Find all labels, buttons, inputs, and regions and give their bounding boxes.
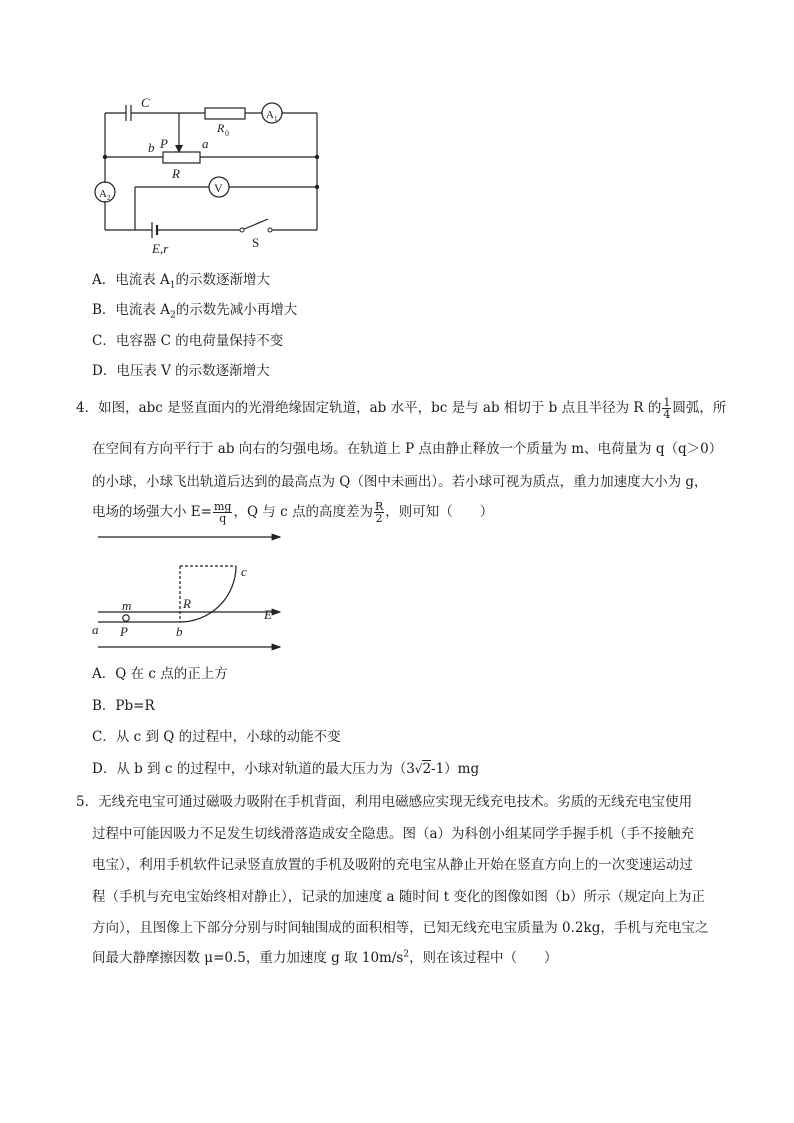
label-mass: m (122, 598, 132, 613)
height-fraction: $\frac{R}{2}$ (374, 500, 384, 525)
q5-line-6: 间最大静摩擦因数 μ=0.5，重力加速度 g 取 $10m/s^2$，则在该过程中（ ） (92, 949, 558, 966)
track-diagram (88, 528, 288, 658)
label-r0-sub: 0 (225, 129, 229, 138)
q4-line-3: 的小球，小球飞出轨道后达到的最高点为 Q（图中未画出）。若小球可视为质点，重力加速度大小为 g， (92, 474, 708, 490)
circuit-diagram (90, 88, 330, 258)
q4-option-d: D．从 b 到 c 的过程中，小球对轨道的最大压力为（3√2-1）mg (92, 761, 480, 777)
q5-line-5: 方向），且图像上下部分分别与时间轴围成的面积相等，已知无线充电宝质量为 0.2kg，手机与充电宝之 (92, 920, 709, 936)
label-a2-sub: 2 (107, 194, 111, 202)
label-b: b (148, 140, 155, 155)
label-v: V (214, 181, 223, 195)
label-c-point: c (241, 564, 247, 579)
label-p-point: P (120, 624, 128, 639)
q5-line-3: 电宝），利用手机软件记录竖直放置的手机及吸附的充电宝从静止开始在竖直方向上的一次变速运动过 (92, 857, 693, 873)
label-source: E,r (152, 241, 169, 256)
q5-line-2: 过程中可能因吸力不足发生切线滑落造成安全隐患。图（a）为科创小组某同学手握手机（手不接触充 (92, 826, 695, 842)
q4-option-a: A．Q 在 c 点的正上方 (92, 666, 228, 682)
label-b-point: b (176, 624, 183, 639)
sqrt-symbol: √ (414, 762, 423, 776)
label-a-end: a (202, 136, 209, 151)
label-a1-sub: 1 (274, 115, 278, 123)
q4-option-c: C．从 c 到 Q 的过程中，小球的动能不变 (92, 729, 341, 745)
q3-option-a: A．电流表 $A_1$的示数逐渐增大 (92, 272, 271, 291)
q3-option-d: D．电压表 V 的示数逐渐增大 (92, 363, 270, 379)
q5-line-1: 5．无线充电宝可通过磁吸力吸附在手机背面，利用电磁感应实现无线充电技术。劣质的无线充电宝使用 (76, 794, 693, 810)
q3-option-c: C．电容器 C 的电荷量保持不变 (92, 333, 284, 349)
label-a-point: a (92, 622, 99, 637)
field-fraction: $\frac{mg}{q}$ (213, 500, 232, 525)
q3-option-b: B．电流表 $A_2$的示数先减小再增大 (92, 302, 298, 321)
q5-line-4: 程（手机与充电宝始终相对静止），记录的加速度 a 随时间 t 变化的图像如图（b）所示（规定向上为正 (92, 889, 706, 905)
label-rheostat: R (172, 166, 180, 181)
label-a2: A (99, 188, 107, 200)
label-field-e: E (264, 607, 272, 622)
label-c: C (141, 95, 150, 110)
q4-line-1: 4．如图，abc 是竖直面内的光滑绝缘固定轨道，ab 水平，bc 是与 ab 相切于 b 点且半径为 R 的 $\frac{1}{4}$ 圆弧，所 (76, 396, 727, 421)
q4-option-b: B．Pb=R (92, 698, 155, 714)
label-r0: R (217, 121, 225, 135)
label-a1: A (266, 109, 274, 121)
label-radius: R (183, 596, 191, 611)
quarter-fraction: $\frac{1}{4}$ (663, 396, 671, 421)
label-switch: S (252, 235, 260, 250)
q4-line-2: 在空间有方向平行于 ab 向右的匀强电场。在轨道上 P 点由静止释放一个质量为 m、电荷量为 q（q＞0） (92, 441, 723, 457)
label-p: P (160, 136, 168, 151)
q4-line-4: 电场的场强大小 E= $\frac{mg}{q}$ ，Q 与 c 点的高度差为 $\frac{R}{2}$ ，则可知（ ） (92, 500, 494, 525)
